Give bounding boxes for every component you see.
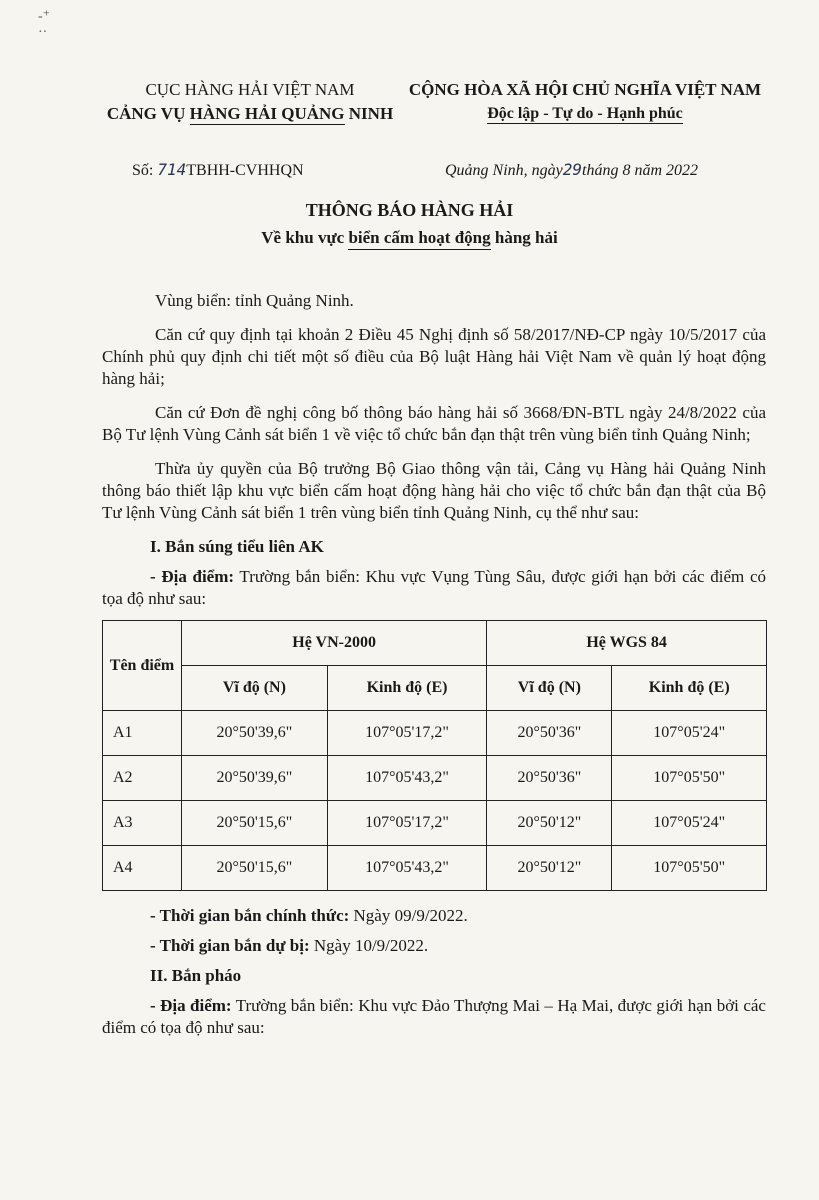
col-lat-vn2000: Vĩ độ (N): [182, 666, 328, 711]
lat-wgs84: 20°50'36": [487, 756, 612, 801]
point-name: A4: [103, 846, 182, 891]
section1-location: - Địa điểm: Trường bắn biển: Khu vực Vụng Tùng Sâu, được giới hạn bởi các điểm có tọa độ như sau:: [102, 567, 766, 608]
nation-line2: Độc lập - Tự do - Hạnh phúc: [487, 105, 683, 122]
agency-line1: CỤC HÀNG HẢI VIỆT NAM: [145, 80, 355, 99]
table-header-row: [103, 621, 767, 666]
agency-line2: CẢNG VỤ HÀNG HẢI QUẢNG NINH: [106, 104, 394, 123]
document-number: Số: 714TBHH-CVHHQN: [132, 160, 304, 179]
paragraph-legal-basis-1: Căn cứ quy định tại khoản 2 Điều 45 Nghị định số 58/2017/NĐ-CP ngày 10/5/2017 của Chính phủ quy định chi tiết một số điều của Bộ luật Hàng hải Việt Nam về quản lý hoạt động hàng hải;: [102, 325, 766, 388]
table-row: [103, 846, 767, 891]
col-lon-wgs84: Kinh độ (E): [612, 666, 767, 711]
table-row: [103, 801, 767, 846]
lon-wgs84: 107°05'50": [612, 756, 767, 801]
section1-heading: I. Bắn súng tiểu liên AK: [150, 537, 324, 556]
document-subtitle: Về khu vực biển cấm hoạt động hàng hải: [0, 228, 819, 248]
paragraph-sea-area: Vùng biển: tỉnh Quảng Ninh.: [155, 291, 354, 310]
lat-vn2000: 20°50'39,6": [182, 756, 328, 801]
col-group-wgs84: Hệ WGS 84: [487, 621, 767, 666]
section1-time-backup: - Thời gian bắn dự bị: Ngày 10/9/2022.: [150, 936, 429, 955]
col-point-name: Tên điểm: [103, 621, 182, 711]
section2-heading: II. Bắn pháo: [150, 966, 242, 985]
col-lon-vn2000: Kinh độ (E): [327, 666, 487, 711]
issuing-agency: [100, 78, 400, 126]
table-row: [103, 756, 767, 801]
paragraph-authorization: Thừa ủy quyền của Bộ trưởng Bộ Giao thông vận tải, Cảng vụ Hàng hải Quảng Ninh thông báo thiết lập khu vực biển cấm hoạt động hàng hải cho việc tổ chức bắn đạn thật của Bộ Tư lệnh Vùng Cảnh sát biển 1 trên vùng biển tỉnh Quảng Ninh, cụ thể như sau:: [102, 459, 766, 522]
point-name: A3: [103, 801, 182, 846]
scan-marks: -⁺ ··: [38, 9, 51, 40]
document-body: [102, 290, 766, 1047]
lon-wgs84: 107°05'24": [612, 801, 767, 846]
col-group-vn2000: Hệ VN-2000: [182, 621, 487, 666]
table-subheader-row: [103, 666, 767, 711]
section2-location: - Địa điểm: Trường bắn biển: Khu vực Đảo Thượng Mai – Hạ Mai, được giới hạn bởi các điểm có tọa độ như sau:: [102, 996, 766, 1037]
paragraph-legal-basis-2: Căn cứ Đơn đề nghị công bố thông báo hàng hải số 3668/ĐN-BTL ngày 24/8/2022 của Bộ Tư lệnh Vùng Cảnh sát biển 1 về việc tổ chức bắn đạn thật trên vùng biển tỉnh Quảng Ninh;: [102, 403, 766, 444]
lat-vn2000: 20°50'15,6": [182, 801, 328, 846]
table-row: [103, 711, 767, 756]
lat-wgs84: 20°50'12": [487, 801, 612, 846]
lon-vn2000: 107°05'43,2": [327, 846, 487, 891]
section1-time-main: - Thời gian bắn chính thức: Ngày 09/9/2022.: [150, 906, 468, 925]
point-name: A2: [103, 756, 182, 801]
lon-wgs84: 107°05'24": [612, 711, 767, 756]
nation-line1: CỘNG HÒA XÃ HỘI CHỦ NGHĨA VIỆT NAM: [408, 80, 762, 99]
lon-wgs84: 107°05'50": [612, 846, 767, 891]
document-date: Quảng Ninh, ngày29tháng 8 năm 2022: [445, 160, 699, 179]
handwritten-day: 29: [562, 160, 583, 179]
lat-wgs84: 20°50'12": [487, 846, 612, 891]
handwritten-number: 714: [157, 160, 187, 179]
document-title: THÔNG BÁO HÀNG HẢI: [305, 200, 514, 220]
lat-wgs84: 20°50'36": [487, 711, 612, 756]
lon-vn2000: 107°05'17,2": [327, 801, 487, 846]
lon-vn2000: 107°05'17,2": [327, 711, 487, 756]
point-name: A1: [103, 711, 182, 756]
national-motto: [400, 78, 770, 126]
lon-vn2000: 107°05'43,2": [327, 756, 487, 801]
col-lat-wgs84: Vĩ độ (N): [487, 666, 612, 711]
lat-vn2000: 20°50'39,6": [182, 711, 328, 756]
lat-vn2000: 20°50'15,6": [182, 846, 328, 891]
coordinates-table: [102, 620, 767, 891]
